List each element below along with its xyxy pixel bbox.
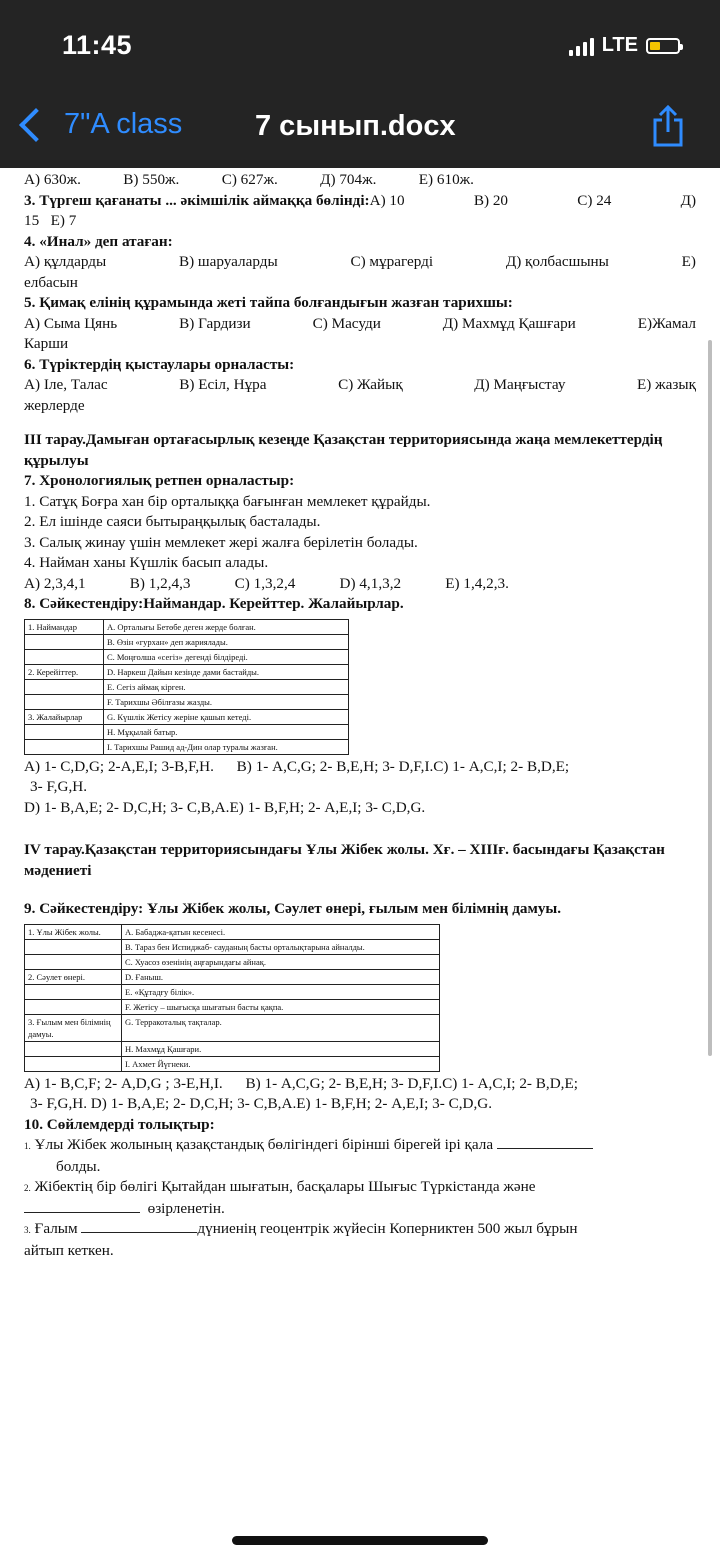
q10-text: 10. Сөйлемдерді толықтыр: — [24, 1115, 215, 1133]
table-cell: Н. Махмұд Қашғари. — [122, 1041, 440, 1056]
option: В) шаруаларды — [178, 253, 278, 270]
q4-text: 4. «Инал» деп атаған: — [24, 232, 173, 250]
sentence-text: Жібектің бір бөлігі Қытайдан шығатын, басқалары Шығыс Түркістанда және — [34, 1178, 536, 1195]
answer-blank — [497, 1148, 593, 1149]
sentence-text: Ғалым — [34, 1220, 78, 1237]
sentence-2-cont — [24, 1199, 696, 1220]
option: Д) 704ж. — [320, 171, 377, 188]
q6-text: 6. Түріктердің қыстаулары орналасты: — [24, 355, 295, 373]
q7-text: 7. Хронологиялық ретпен орналастыр: — [24, 472, 295, 489]
table-cell: F. Жетісу – шығысқа шығатын басты қақпа. — [122, 999, 440, 1014]
table-cell: G. Терракоталық тақталар. — [122, 1014, 440, 1041]
q9-text: 9. Сәйкестендіру: Ұлы Жібек жолы, Сәулет өнері, ғылым мен білімнің дамуы. — [24, 900, 562, 917]
option-cont: 3- F,G,Н. — [30, 778, 88, 795]
table-cell: С. Моңғолша «сегіз» дегенді білдіреді. — [104, 649, 349, 664]
sentence-1: 1. Ұлы Жібек жолының қазақстандық бөлігіндегі бірінші бірегей ірі қала — [24, 1135, 696, 1157]
table-row — [25, 649, 349, 664]
table-cell — [25, 739, 104, 754]
sentence-3: 3. Ғалым дүниенің геоцентрік жүйесін Коперниктен 500 жыл бұрын — [24, 1220, 578, 1237]
q3-cont — [24, 211, 696, 232]
section-4-heading: IV тарау.Қазақстан территориясындағы Ұлы Жібек жолы. Хғ. – ХІІІғ. басындағы Қазақстан мәдениеті — [24, 841, 665, 879]
option: Е) 1,4,2,3. — [445, 574, 509, 592]
q6-options — [24, 375, 696, 396]
share-icon[interactable] — [650, 104, 686, 148]
battery-icon — [646, 38, 680, 54]
table-row — [25, 1056, 440, 1071]
option: С) 1,3,2,4 — [234, 574, 296, 592]
q8-matching-table — [24, 619, 349, 755]
table-row — [25, 954, 440, 969]
table-row — [25, 619, 349, 634]
option: Д) Маңғыстау — [474, 376, 566, 393]
option: С) 627ж. — [221, 171, 278, 188]
table-cell — [25, 999, 122, 1014]
option: А) құлдарды — [24, 253, 107, 270]
option: В) Гардизи — [179, 314, 251, 332]
table-cell: А. Бабаджа-қатын кесенесі. — [122, 924, 440, 939]
option: Е) жазық — [637, 376, 696, 393]
table-row — [25, 634, 349, 649]
table-cell: І. Тарихшы Рашид ад-Дин олар туралы жазған. — [104, 739, 349, 754]
option-cont: елбасын — [24, 273, 78, 291]
table-cell: 2. Керейіттер. — [25, 664, 104, 679]
option: А) 2,3,4,1 — [24, 574, 86, 592]
option: В) 1,2,4,3 — [129, 574, 191, 592]
table-cell: В. Өзін «гурхан» деп жариялады. — [104, 634, 349, 649]
table-cell — [25, 939, 122, 954]
sentence-text: дүниенің геоцентрік жүйесін Коперниктен 500 жыл бұрын — [197, 1220, 578, 1237]
table-cell — [25, 954, 122, 969]
table-cell — [25, 634, 104, 649]
option: В) 550ж. — [123, 171, 180, 188]
q2-options — [24, 170, 474, 191]
option: А) Сыма Цянь — [24, 314, 118, 332]
table-row — [25, 1041, 440, 1056]
table-cell — [25, 694, 104, 709]
option: С) 24 — [577, 191, 612, 209]
q9-answers — [24, 1074, 696, 1095]
table-cell: 1. Ұлы Жібек жолы. — [25, 924, 122, 939]
sentence-2: 2. Жібектің бір бөлігі Қытайдан шығатын, басқалары Шығыс Түркістанда және — [24, 1178, 536, 1195]
option-cont: жерлерде — [24, 396, 85, 414]
table-cell: С. Хуасоз өзенінің аңғарындағы айнақ. — [122, 954, 440, 969]
sentence-text: Ұлы Жібек жолының қазақстандық бөлігіндегі бірінші бірегей ірі қала — [34, 1136, 494, 1153]
sentence-text: болды. — [56, 1157, 101, 1175]
table-row — [25, 739, 349, 754]
option: С) Жайық — [338, 376, 403, 393]
option: А) 1- В,С,F; 2- А,D,G ; 3-Е,Н,І. — [24, 1074, 223, 1092]
table-cell — [25, 679, 104, 694]
table-cell — [25, 1041, 122, 1056]
table-cell: G. Күшлік Жетісу жеріне қашып кетеді. — [104, 709, 349, 724]
table-cell: Е. «Құтадғу білік». — [122, 984, 440, 999]
option: С) Масуди — [312, 314, 381, 332]
table-cell: Е. Сегіз аймақ кірген. — [104, 679, 349, 694]
document-body — [24, 170, 696, 1261]
chevron-left-icon — [19, 108, 53, 142]
answer-blank — [24, 1212, 140, 1213]
table-row — [25, 679, 349, 694]
table-row — [25, 709, 349, 724]
table-cell: 2. Сәулет өнері. — [25, 969, 122, 984]
table-cell: D. Ғаныш. — [122, 969, 440, 984]
q5-options — [24, 314, 696, 335]
option: Д) Махмұд Қашғари — [442, 314, 576, 332]
table-row — [25, 999, 440, 1014]
section-3-heading: ІІІ тарау.Дамыған ортағасырлық кезеңде Қазақстан территориясында жаңа мемлекеттердің құрылуы — [24, 431, 663, 469]
table-cell: В. Тараз бен Испиджаб- сауданың басты орталықтарына айналды. — [122, 939, 440, 954]
option-cont: Карши — [24, 335, 69, 352]
network-label: LTE — [601, 34, 638, 56]
option: В) 1- А,С,G; 2- В,Е,Н; 3- D,F,І.С) 1- А,С,І; 2- В,D,Е; — [236, 757, 570, 775]
sentence-text: айтып кеткен. — [24, 1241, 114, 1259]
table-cell: 3. Ғылым мен білімнің дамуы. — [25, 1014, 122, 1041]
option: Е)Жамал — [637, 314, 696, 332]
scrollbar[interactable] — [708, 340, 712, 1056]
q3 — [24, 191, 696, 212]
table-row — [25, 664, 349, 679]
q8-answers — [24, 757, 696, 778]
option: А) 10 — [369, 191, 405, 209]
table-cell — [25, 649, 104, 664]
option: Е) 610ж. — [418, 171, 474, 188]
table-cell — [25, 1056, 122, 1071]
answer-blank — [81, 1232, 197, 1233]
list-item: 2. Ел ішінде саяси бытыраңқылық басталады. — [24, 513, 321, 530]
q4-options — [24, 252, 696, 273]
option-cont: 3- F,G,Н. D) 1- В,А,Е; 2- D,С,Н; 3- С,В,А.Е) 1- В,F,Н; 2- А,Е,І; 3- С,D,G. — [30, 1095, 493, 1112]
q5-text: 5. Қимақ елінің құрамында жеті тайпа болғандығын жазған тарихшы: — [24, 294, 513, 311]
option: А) Іле, Талас — [24, 376, 108, 393]
option: В) 1- А,С,G; 2- В,Е,Н; 3- D,F,І.С) 1- А,С,І; 2- В,D,Е; — [245, 1074, 578, 1092]
table-cell: І. Ахмет Йүгнеки. — [122, 1056, 440, 1071]
table-cell — [25, 984, 122, 999]
table-row — [25, 984, 440, 999]
status-icons — [569, 34, 680, 57]
option: Е) 7 — [50, 212, 77, 229]
status-time: 11:45 — [62, 30, 133, 60]
sentence-text: өзірленетін. — [147, 1199, 225, 1217]
table-cell: Н. Мұқылай батыр. — [104, 724, 349, 739]
table-row — [25, 694, 349, 709]
table-row — [25, 1014, 440, 1041]
back-label: 7"A class — [64, 108, 183, 140]
table-cell: D. Наркеш Дайын кезінде дами бастайды. — [104, 664, 349, 679]
q8-text: 8. Сәйкестендіру:Наймандар. Керейттер. Жалайырлар. — [24, 595, 404, 612]
option: Е) — [681, 253, 696, 270]
list-item: 3. Салық жинау үшін мемлекет жері жалға берілетін болады. — [24, 533, 418, 551]
option: D) 4,1,3,2 — [339, 574, 402, 592]
signal-icon — [569, 36, 594, 56]
table-row — [25, 939, 440, 954]
option: Д) қолбасшыны — [505, 253, 609, 270]
option: В) Есіл, Нұра — [179, 376, 267, 393]
option: А) 630ж. — [24, 171, 81, 188]
option: В) 20 — [473, 191, 508, 209]
option: А) 1- С,D,G; 2-А,Е,І; 3-В,F,Н. — [24, 757, 214, 775]
question-text: 3. Түргеш қағанаты ... әкімшілік аймаққа бөлінді: — [24, 191, 370, 209]
option: D) 1- В,А,Е; 2- D,С,Н; 3- С,В,А.Е) 1- В,F,Н; 2- А,Е,І; 3- С,D,G. — [24, 798, 426, 816]
table-row — [25, 924, 440, 939]
q7-options — [24, 574, 509, 595]
option: С) мұрагерді — [350, 253, 434, 270]
table-cell — [25, 724, 104, 739]
q9-matching-table — [24, 924, 440, 1072]
table-row — [25, 724, 349, 739]
list-item: 4. Найман ханы Күшлік басып алады. — [24, 554, 269, 571]
table-cell: А. Орталығы Бетөбе деген жерде болған. — [104, 619, 349, 634]
table-cell: 1. Наймандар — [25, 619, 104, 634]
back-button[interactable] — [16, 108, 182, 141]
table-cell: F. Тарихшы Әбілғазы жазды. — [104, 694, 349, 709]
table-row — [25, 969, 440, 984]
list-item: 1. Сатұқ Боғра хан бір орталыққа бағынған мемлекет құрайды. — [24, 492, 431, 510]
option: 15 — [24, 212, 40, 229]
table-cell: 3. Жалайырлар — [25, 709, 104, 724]
home-indicator[interactable] — [232, 1536, 488, 1545]
option: Д) — [680, 191, 696, 209]
document-title: 7 сынып.docx — [255, 110, 456, 142]
top-bar — [0, 0, 720, 168]
